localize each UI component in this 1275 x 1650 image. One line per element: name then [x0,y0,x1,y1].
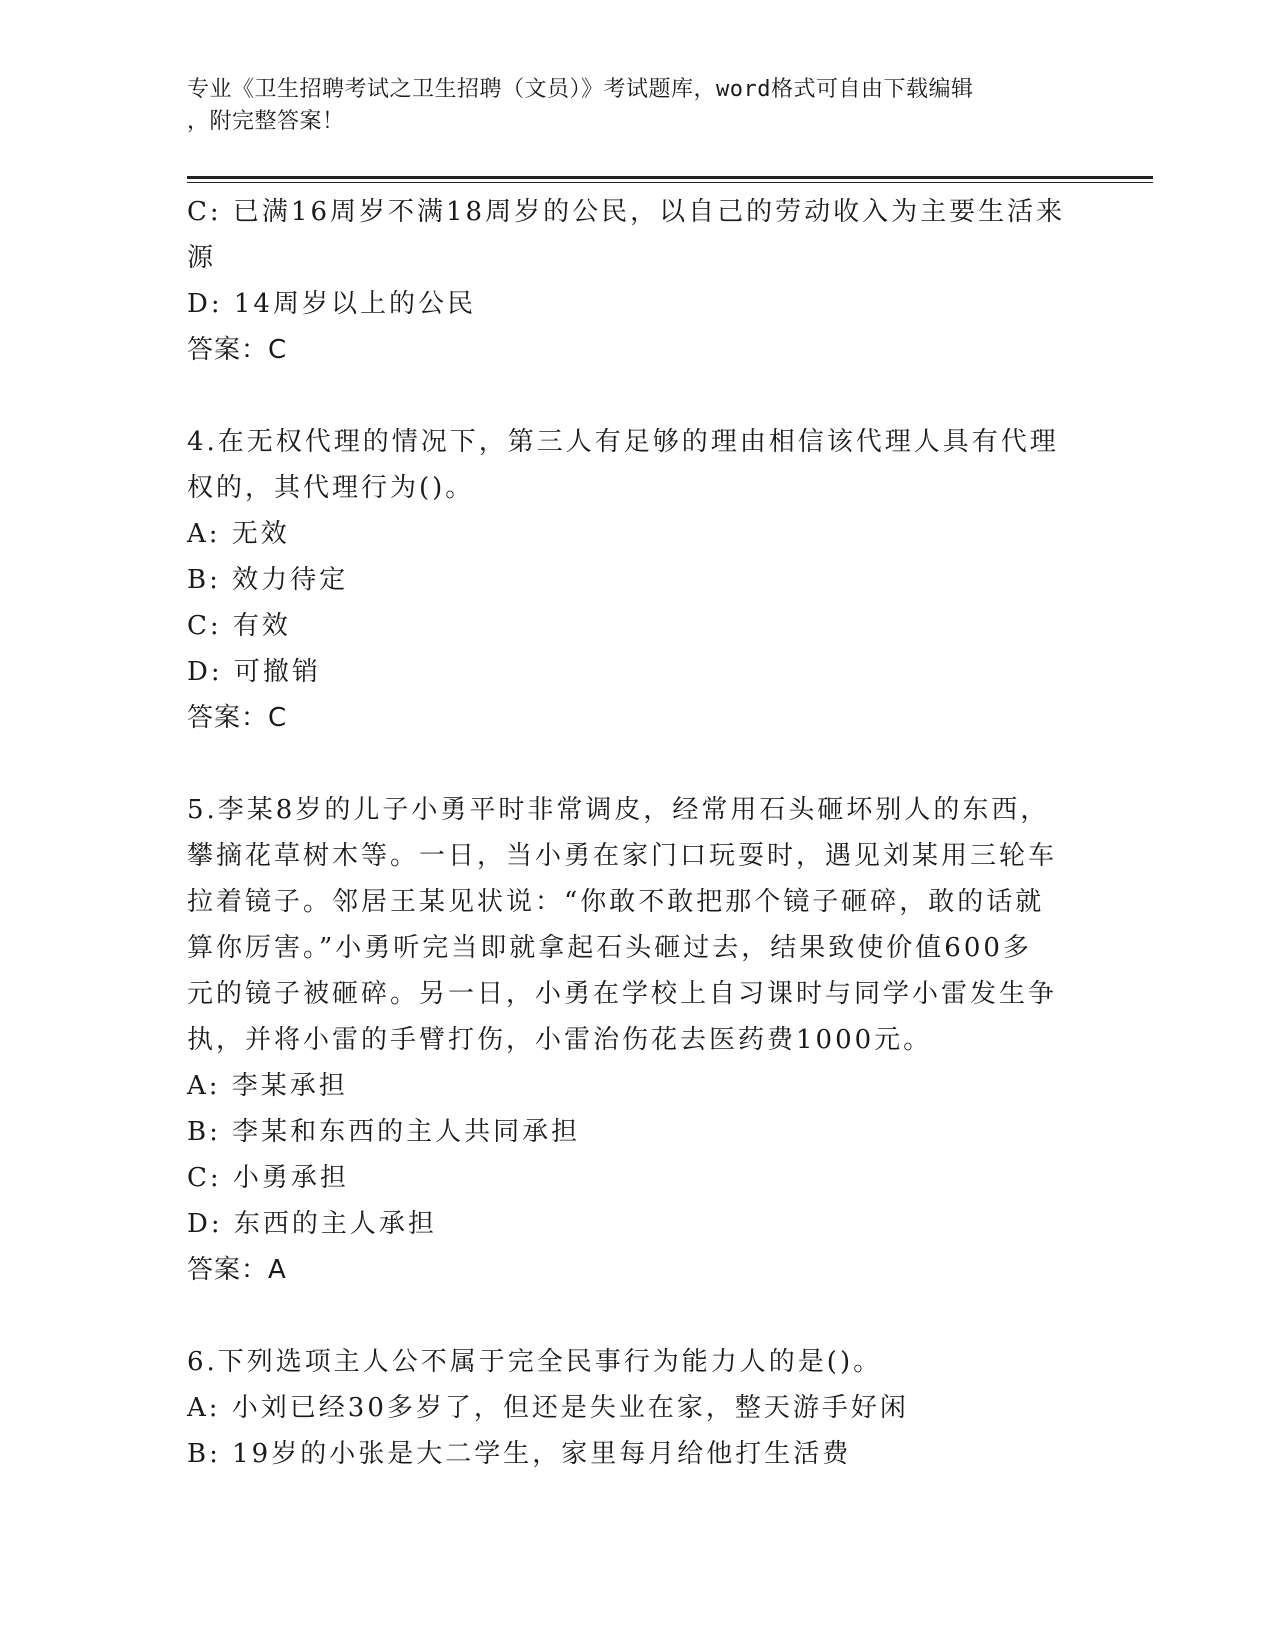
spacer [187,373,1087,419]
document-header [187,74,1087,138]
option-a: A: 无效 [187,519,290,549]
answer: 答案：C [187,703,288,733]
header-line-1: 专业《卫生招聘考试之卫生招聘（文员）》考试题库，word格式可自由下载编辑 [187,77,974,102]
option-c-continued: 源 [187,243,217,273]
header-line-2: ，附完整答案！ [187,109,345,134]
option-d: D: 可撤销 [187,657,321,687]
question-stem-line: 攀摘花草树木等。一日，当小勇在家门口玩耍时，遇见刘某用三轮车 [187,841,1058,871]
question-stem-line: 元的镜子被砸碎。另一日，小勇在学校上自习课时与同学小雷发生争 [187,979,1058,1009]
question-stem-continued: 权的，其代理行为()。 [187,473,475,503]
question-6 [187,1339,1087,1477]
header-divider-thick [187,176,1153,179]
header-divider-thin [187,182,1153,183]
option-b: B: 效力待定 [187,565,349,595]
option-b: B: 19岁的小张是大二学生，家里每月给他打生活费 [187,1439,852,1469]
option-c: C: 小勇承担 [187,1163,349,1193]
question-stem-line: 拉着镜子。邻居王某见状说：“你敢不敢把那个镜子砸碎，敢的话就 [187,887,1045,917]
option-c: C: 有效 [187,611,291,641]
option-a: A: 李某承担 [187,1071,348,1101]
question-stem-line: 5.李某8岁的儿子小勇平时非常调皮，经常用石头砸坏别人的东西， [187,795,1050,825]
question-stem-line: 算你厉害。”小勇听完当即就拿起石头砸过去，结果致使价值600多 [187,933,1032,963]
answer: 答案：A [187,1255,287,1285]
question-stem: 6.下列选项主人公不属于完全民事行为能力人的是()。 [187,1347,883,1377]
option-d: D: 东西的主人承担 [187,1209,437,1239]
spacer [187,1293,1087,1339]
question-3-tail [187,189,1087,373]
question-stem: 4.在无权代理的情况下，第三人有足够的理由相信该代理人具有代理 [187,427,1059,457]
spacer [187,741,1087,787]
question-5 [187,787,1087,1293]
option-c: C: 已满16周岁不满18周岁的公民，以自己的劳动收入为主要生活来 [187,197,1066,227]
option-b: B: 李某和东西的主人共同承担 [187,1117,581,1147]
question-stem-line: 执，并将小雷的手臂打伤，小雷治伤花去医药费1000元。 [187,1025,933,1055]
answer: 答案：C [187,335,288,365]
question-4 [187,419,1087,741]
document-body [187,189,1087,1477]
option-d: D: 14周岁以上的公民 [187,289,476,319]
option-a: A: 小刘已经30多岁了，但还是失业在家，整天游手好闲 [187,1393,909,1423]
